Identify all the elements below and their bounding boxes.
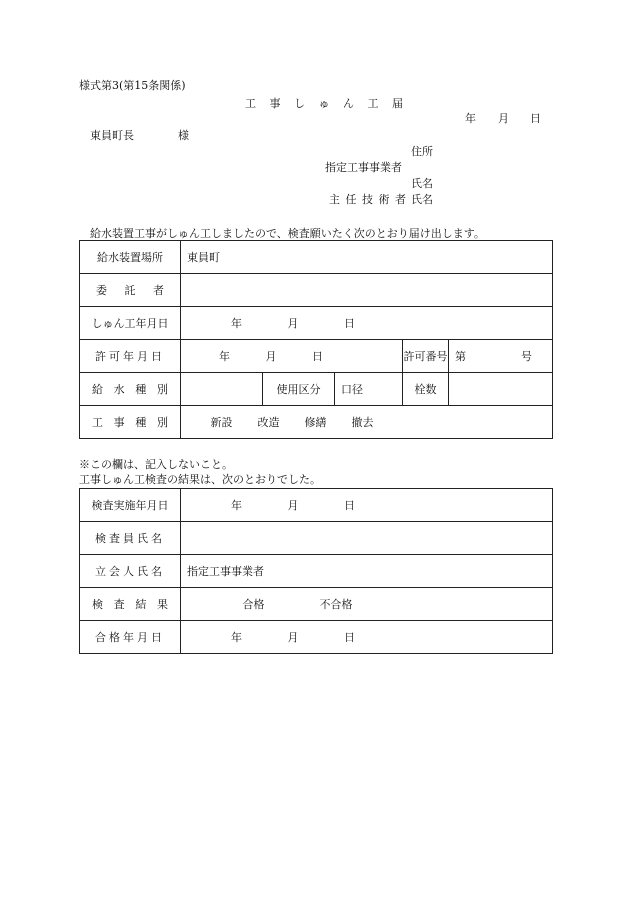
permit-number-label: 許可番号 — [403, 340, 449, 373]
pass-month-unit: 月 — [287, 631, 299, 644]
client-label: 委 託 者 — [96, 284, 164, 297]
row-inspection-date — [80, 489, 553, 522]
permit-month-unit: 月 — [265, 350, 277, 363]
addressee: 東員町長 — [90, 129, 134, 142]
row-witness — [80, 555, 553, 588]
inspection-year-unit: 年 — [231, 499, 242, 512]
diameter-label: 口径 — [335, 373, 403, 406]
inspection-date-label: 検査実施年月日 — [80, 489, 181, 522]
statement: 給水装置工事がしゅん工しましたので、検査願いたく次のとおり届け出します。 — [90, 227, 485, 240]
permit-year-unit: 年 — [219, 350, 230, 363]
work-type-removal: 撤去 — [351, 416, 374, 429]
result-fail: 不合格 — [319, 598, 353, 611]
name-label: 氏名 — [411, 177, 433, 190]
result-value — [181, 588, 553, 621]
date-year-label: 年 — [465, 112, 476, 125]
form-number: 様式第3(第15条関係) — [79, 79, 186, 92]
row-location — [80, 241, 553, 274]
inspector-label: 検査員氏名 — [80, 522, 181, 555]
work-type-options — [181, 406, 553, 439]
location-label: 給水装置場所 — [80, 241, 181, 274]
meter-count-label: 栓数 — [403, 373, 449, 406]
contractor-label: 指定工事事業者 — [325, 161, 402, 174]
meter-count-value — [449, 373, 553, 406]
permit-number-suffix: 号 — [521, 350, 532, 363]
permit-day-unit: 日 — [312, 350, 323, 363]
permit-number-prefix: 第 — [455, 350, 466, 363]
supply-type-label: 給 水 種 別 — [92, 383, 168, 396]
completion-date-value — [181, 307, 553, 340]
pass-day-unit: 日 — [344, 631, 355, 644]
pass-year-unit: 年 — [231, 631, 242, 644]
usage-class-label: 使用区分 — [263, 373, 335, 406]
form-title: 工 事 し ゅ ん 工 届 — [245, 97, 404, 110]
inspection-date-value — [181, 489, 553, 522]
completion-date-label: しゅん工年月日 — [80, 307, 181, 340]
witness-value: 指定工事事業者 — [181, 555, 553, 588]
chief-engineer-label: 主 任 技 術 者 — [329, 193, 406, 206]
result-pass: 合格 — [242, 598, 265, 611]
row-supply-type — [80, 373, 553, 406]
row-completion-date — [80, 307, 553, 340]
location-value: 東員町 — [181, 241, 553, 274]
address-label: 住所 — [411, 145, 433, 158]
row-work-type — [80, 406, 553, 439]
note: ※この欄は、記入しないこと。 — [79, 458, 233, 471]
completion-year-unit: 年 — [231, 317, 242, 330]
completion-month-unit: 月 — [287, 317, 299, 330]
witness-label: 立会人氏名 — [80, 555, 181, 588]
row-permit — [80, 340, 553, 373]
work-type-new: 新設 — [210, 416, 233, 429]
work-type-remodel: 改造 — [257, 416, 280, 429]
permit-date-label: 許可年月日 — [80, 340, 181, 373]
chief-name-label: 氏名 — [411, 193, 433, 206]
client-value — [181, 274, 553, 307]
work-type-repair: 修繕 — [304, 416, 327, 429]
supply-type-value — [181, 373, 263, 406]
pass-date-label: 合格年月日 — [80, 621, 181, 654]
result-label: 検 査 結 果 — [92, 598, 168, 611]
pass-date-value — [181, 621, 553, 654]
row-result — [80, 588, 553, 621]
inspection-month-unit: 月 — [287, 499, 299, 512]
inspection-table — [79, 488, 553, 654]
application-table — [79, 240, 553, 439]
completion-day-unit: 日 — [344, 317, 355, 330]
addressee-suffix: 様 — [178, 129, 189, 142]
inspector-value — [181, 522, 553, 555]
row-pass-date — [80, 621, 553, 654]
inspection-day-unit: 日 — [344, 499, 355, 512]
permit-number-value — [449, 340, 553, 373]
work-type-label: 工 事 種 別 — [92, 416, 168, 429]
row-client — [80, 274, 553, 307]
permit-date-value — [181, 340, 403, 373]
date-month-label: 月 — [498, 112, 509, 125]
result-statement: 工事しゅん工検査の結果は、次のとおりでした。 — [79, 473, 321, 486]
date-day-label: 日 — [530, 112, 541, 125]
row-inspector — [80, 522, 553, 555]
